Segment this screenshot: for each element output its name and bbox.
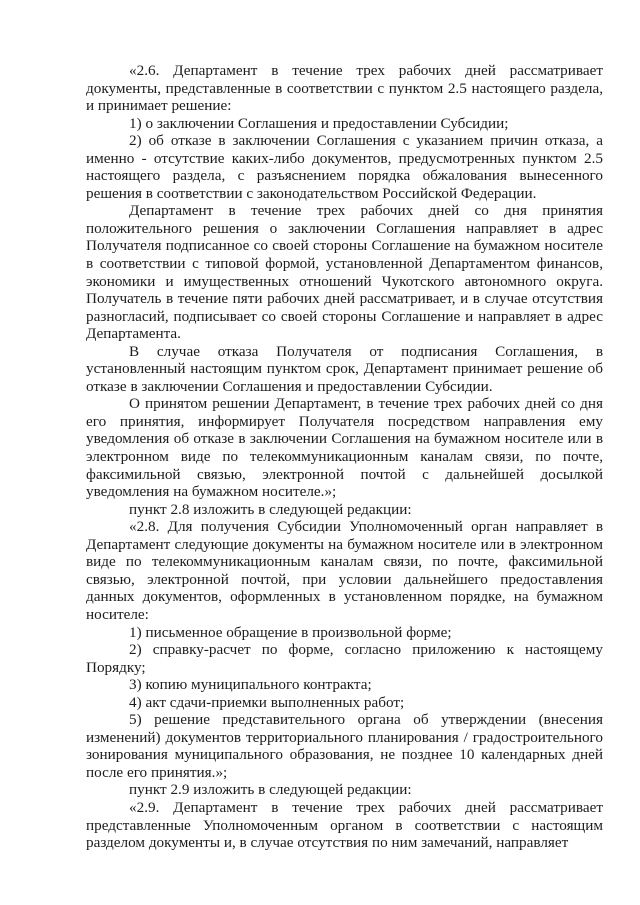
paragraph-amend-2-9: пункт 2.9 изложить в следующей редакции: [129, 781, 412, 799]
paragraph-item-2-refusal: 2) об отказе в заключении Соглашения с указанием причин отказа, а именно - отсутствие каких-либо документов, предусмотренных пунктом 2.5 настоящего раздела, с разъяснением порядка обжалования вынесенного решения в соответствии с законодательством Российской Федерации. [86, 132, 603, 202]
paragraph-item-1-conclusion: 1) о заключении Соглашения и предоставлении Субсидии; [129, 114, 509, 132]
document-body [86, 62, 603, 852]
paragraph-2-8-intro: «2.8. Для получения Субсидии Уполномоченный орган направляет в Департамент следующие документы на бумажном носителе или в электронном виде по телекоммуникационным каналам связи, по почте, факсимильной связью, электронной почтой, при условии дальнейшего предоставления данных документов, оформленных в установленном порядке, на бумажном носителе: [86, 518, 603, 623]
paragraph-2-8-item-5: 5) решение представительного органа об утверждении (внесения изменений) документов территориального планирования / градостроительного зонирования муниципального образования, не позднее 10 календарных дней после его принятия.»; [86, 711, 603, 781]
paragraph-2-6-intro: «2.6. Департамент в течение трех рабочих дней рассматривает документы, представленные в соответствии с пунктом 2.5 настоящего раздела, и принимает решение: [86, 62, 603, 115]
paragraph-2-8-item-1: 1) письменное обращение в произвольной форме; [129, 623, 452, 641]
paragraph-2-9-intro: «2.9. Департамент в течение трех рабочих дней рассматривает представленные Уполномоченным органом в соответствии с настоящим разделом документы и, в случае отсутствия по ним замечаний, направляет [86, 798, 603, 852]
paragraph-notification: О принятом решении Департамент, в течение трех рабочих дней со дня его принятия, информирует Получателя посредством направления ему уведомления об отказе в заключении Соглашения на бумажном носителе или в электронном виде по телекоммуникационным каналам связи, по почте, факсимильной связью, электронной почтой с дальнейшей досылкой уведомления на бумажном носителе.»; [86, 395, 603, 501]
paragraph-2-8-item-4: 4) акт сдачи-приемки выполненных работ; [129, 693, 405, 711]
paragraph-recipient-refusal: В случае отказа Получателя от подписания Соглашения, в установленный настоящим пунктом срок, Департамент принимает решение об отказе в заключении Соглашения и предоставлении Субсидии. [86, 342, 603, 395]
paragraph-2-8-item-3: 3) копию муниципального контракта; [129, 676, 372, 694]
paragraph-amend-2-8: пункт 2.8 изложить в следующей редакции: [129, 500, 412, 518]
paragraph-2-8-item-2: 2) справку-расчет по форме, согласно приложению к настоящему Порядку; [86, 641, 603, 676]
paragraph-positive-decision: Департамент в течение трех рабочих дней со дня принятия положительного решения о заключении Соглашения направляет в адрес Получателя подписанное со своей стороны Соглашение на бумажном носителе в соответствии с типовой формой, установленной Департаментом финансов, экономики и имущественных отношений Чукотского автономного округа. Получатель в течение пяти рабочих дней рассматривает, и в случае отсутствия разногласий, подписывает со своей стороны Соглашение и направляет в адрес Департамента. [86, 202, 603, 343]
